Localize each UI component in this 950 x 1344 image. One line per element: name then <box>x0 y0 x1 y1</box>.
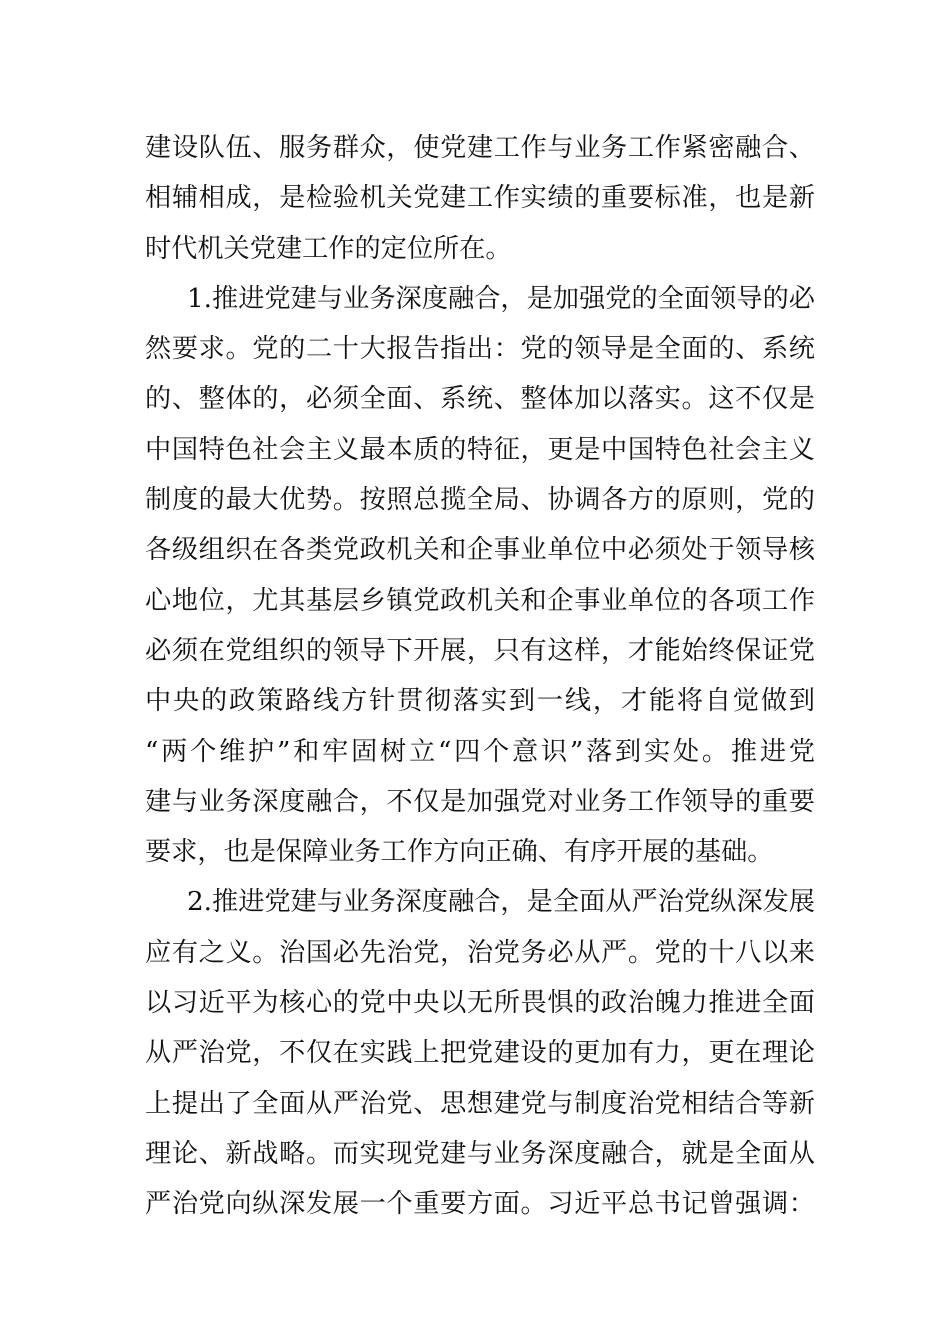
text-line: 相辅相成，是检验机关党建工作实绩的重要标准，也是新 <box>145 183 815 214</box>
text-line: 然要求。党的二十大报告指出：党的领导是全面的、系统 <box>145 334 815 365</box>
text-line: 建与业务深度融合，不仅是加强党对业务工作领导的重要 <box>145 786 815 817</box>
text-line: 理论、新战略。而实现党建与业务深度融合，就是全面从 <box>145 1138 815 1169</box>
text-line: 中央的政策路线方针贯彻落实到一线，才能将自觉做到 <box>145 686 815 717</box>
text-line: 心地位，尤其基层乡镇党政机关和企事业单位的各项工作 <box>145 585 815 616</box>
text-line: 要求，也是保障业务工作方向正确、有序开展的基础。 <box>145 837 774 868</box>
text-line: 严治党向纵深发展一个重要方面。习近平总书记曾强调： <box>145 1189 815 1220</box>
text-line: 必须在党组织的领导下开展，只有这样，才能始终保证党 <box>145 635 815 666</box>
text-line: 各级组织在各类党政机关和企事业单位中必须处于领导核 <box>145 535 815 566</box>
text-line: 中国特色社会主义最本质的特征，更是中国特色社会主义 <box>145 434 815 465</box>
text-line: 建设队伍、服务群众，使党建工作与业务工作紧密融合、 <box>145 133 815 163</box>
text-line: 从严治党，不仅在实践上把党建设的更加有力，更在理论 <box>145 1038 815 1069</box>
text-line: 上提出了全面从严治党、思想建党与制度治党相结合等新 <box>145 1088 815 1119</box>
text-line: 时代机关党建工作的定位所在。 <box>145 233 512 264</box>
text-line: 的、整体的，必须全面、系统、整体加以落实。这不仅是 <box>145 384 815 415</box>
paragraph-1-heading-line: 1.推进党建与业务深度融合，是加强党的全面领导的必 <box>187 283 815 314</box>
paragraph-2-heading-line: 2.推进党建与业务深度融合，是全面从严治党纵深发展 <box>187 887 815 918</box>
text-line: 以习近平为核心的党中央以无所畏惧的政治魄力推进全面 <box>145 988 815 1019</box>
text-line: “两个维护”和牢固树立“四个意识”落到实处。推进党 <box>145 736 815 767</box>
text-line: 应有之义。治国必先治党，治党务必从严。党的十八以来 <box>145 937 815 968</box>
text-line: 制度的最大优势。按照总揽全局、协调各方的原则，党的 <box>145 485 815 516</box>
body-text <box>145 123 815 1230</box>
